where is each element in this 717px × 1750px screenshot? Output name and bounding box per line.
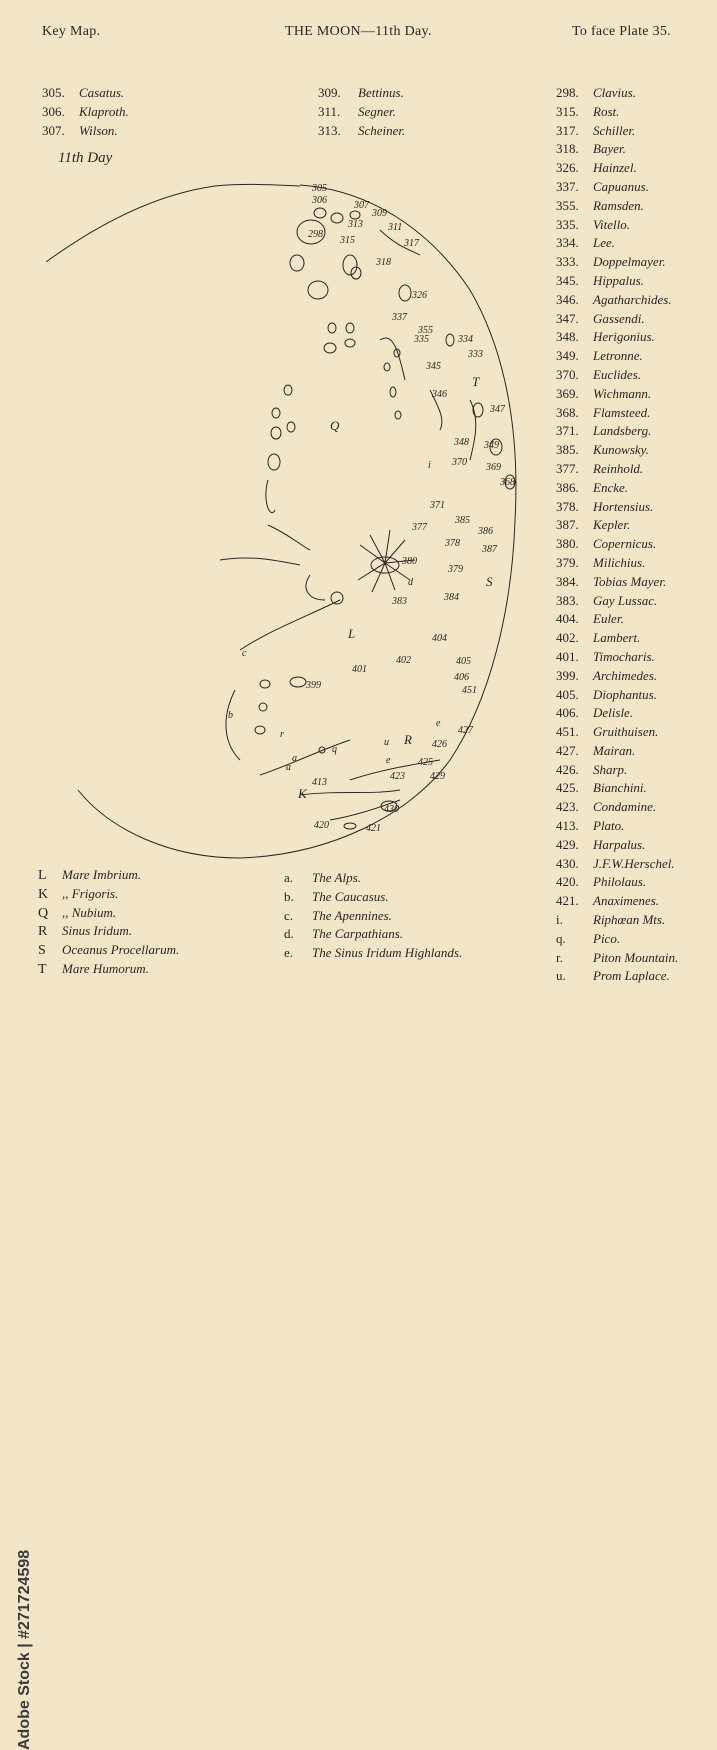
- item-name: Lee.: [593, 235, 616, 251]
- map-label: 345: [426, 361, 441, 372]
- map-label: 401: [352, 664, 367, 675]
- item-name: ,, Frigoris.: [62, 885, 119, 901]
- map-label: 427: [458, 725, 473, 736]
- map-label: 307: [354, 200, 369, 211]
- item-key: 399.: [556, 667, 579, 683]
- item-name: J.F.W.Herschel.: [593, 855, 675, 871]
- item-name: Mare Imbrium.: [62, 867, 141, 882]
- item-name: Encke.: [593, 479, 629, 495]
- map-label: 385: [455, 515, 470, 526]
- watermark-text: Adobe Stock | #271724598: [16, 1549, 33, 1750]
- item-key: r.: [556, 949, 563, 965]
- item-key: 307.: [42, 122, 65, 138]
- map-label: 335: [414, 334, 429, 345]
- item-name: Euclides.: [593, 366, 642, 382]
- item-name: The Alps.: [312, 870, 361, 885]
- item-name: Kunowsky.: [593, 442, 649, 458]
- list-item: [38, 885, 179, 904]
- map-label: 305: [312, 183, 327, 194]
- map-label: 404: [432, 633, 447, 644]
- map-label: 306: [312, 195, 327, 206]
- item-name: Mare Humorum.: [62, 960, 149, 976]
- item-name: Delisle.: [593, 705, 634, 721]
- item-name: Condamine.: [593, 799, 657, 815]
- item-name: Bianchini.: [593, 780, 647, 796]
- list-item: [284, 869, 462, 888]
- list-item: [38, 941, 179, 960]
- map-label: i: [428, 460, 431, 471]
- map-label: 426: [432, 739, 447, 750]
- item-key: b.: [284, 888, 294, 904]
- map-label: 346: [432, 389, 447, 400]
- map-label: 406: [454, 672, 469, 683]
- item-name: Scheiner.: [358, 122, 406, 138]
- item-name: ,, Nubium.: [62, 904, 117, 920]
- map-label: a: [292, 753, 297, 764]
- item-key: a.: [284, 870, 294, 885]
- list-item: [284, 925, 462, 944]
- item-key: 402.: [556, 630, 579, 646]
- watermark: [6, 765, 42, 1750]
- item-name: Wichmann.: [593, 385, 652, 401]
- item-name: Herigonius.: [593, 329, 655, 345]
- item-key: 421.: [556, 893, 579, 909]
- item-name: Rost.: [593, 103, 620, 119]
- map-label: 402: [396, 655, 411, 666]
- item-name: The Sinus Iridum Highlands.: [312, 945, 463, 961]
- list-item: [38, 922, 179, 941]
- item-key: 346.: [556, 291, 579, 307]
- item-name: Reinhold.: [593, 460, 644, 476]
- item-key: 427.: [556, 742, 579, 758]
- item-key: S: [38, 943, 46, 959]
- header-left: Key Map.: [42, 24, 101, 39]
- map-label: 337: [392, 312, 407, 323]
- item-key: 379.: [556, 554, 579, 570]
- map-label: 420: [314, 820, 329, 831]
- item-key: 405.: [556, 686, 579, 702]
- item-key: 306.: [42, 103, 65, 119]
- list-item: [38, 904, 179, 923]
- map-label: 349: [484, 440, 499, 451]
- item-key: 404.: [556, 611, 579, 627]
- item-key: 406.: [556, 705, 579, 721]
- map-label: 334: [458, 334, 473, 345]
- item-name: Doppelmayer.: [593, 254, 666, 270]
- map-label: 387: [482, 544, 497, 555]
- map-label: 430: [384, 804, 399, 815]
- item-key: 386.: [556, 479, 579, 495]
- map-label: 405: [456, 656, 471, 667]
- item-name: Flamsteed.: [593, 404, 651, 420]
- item-key: 348.: [556, 329, 579, 345]
- map-label: 451: [462, 685, 477, 696]
- item-key: u.: [556, 968, 566, 984]
- map-label: d: [408, 577, 413, 588]
- item-name: Bayer.: [593, 141, 626, 157]
- item-key: q.: [556, 930, 566, 946]
- item-key: 318.: [556, 141, 579, 157]
- item-name: Euler.: [593, 611, 624, 627]
- item-key: 334.: [556, 235, 579, 251]
- item-key: 384.: [556, 573, 579, 589]
- item-key: 326.: [556, 160, 579, 176]
- item-name: Clavius.: [593, 85, 636, 100]
- item-name: Schiller.: [593, 122, 636, 138]
- item-name: Prom Laplace.: [593, 968, 670, 984]
- map-label: 371: [430, 500, 445, 511]
- map-label: q: [332, 744, 337, 755]
- item-key: 349.: [556, 348, 579, 364]
- item-key: 337.: [556, 178, 579, 194]
- item-name: Piton Mountain.: [593, 949, 679, 965]
- item-key: 347.: [556, 310, 579, 326]
- item-name: Timocharis.: [593, 648, 655, 664]
- map-label: 399: [306, 680, 321, 691]
- item-key: 426.: [556, 761, 579, 777]
- item-key: i.: [556, 912, 563, 928]
- item-name: Philolaus.: [593, 874, 647, 890]
- item-name: The Caucasus.: [312, 888, 389, 904]
- map-label: 311: [388, 222, 403, 233]
- item-name: Plato.: [593, 818, 625, 834]
- map-label: 355: [418, 325, 433, 336]
- item-key: d.: [284, 926, 294, 942]
- map-label: 386: [478, 526, 493, 537]
- map-label: 378: [445, 538, 460, 549]
- map-label: 317: [404, 238, 419, 249]
- map-label: u: [384, 737, 389, 748]
- item-key: 429.: [556, 836, 579, 852]
- map-label: T: [472, 374, 480, 389]
- item-name: Hippalus.: [593, 272, 644, 288]
- map-label: L: [348, 626, 356, 641]
- item-key: 378.: [556, 498, 579, 514]
- map-label: 421: [366, 823, 381, 834]
- item-key: 311.: [318, 103, 341, 119]
- map-label: 379: [448, 564, 463, 575]
- item-key: K: [38, 886, 49, 902]
- item-key: 385.: [556, 442, 579, 458]
- item-key: 369.: [556, 385, 579, 401]
- item-name: Gay Lussac.: [593, 592, 658, 608]
- day-label: 11th Day: [58, 150, 113, 166]
- map-label: 384: [444, 592, 459, 603]
- item-name: Letronne.: [593, 348, 643, 364]
- map-label: 309: [372, 208, 387, 219]
- map-label: 326: [412, 290, 427, 301]
- list-item: [284, 888, 462, 907]
- item-name: Milichius.: [593, 554, 646, 570]
- item-name: Casatus.: [79, 85, 125, 100]
- item-key: 387.: [556, 517, 579, 533]
- header-right: To face Plate 35.: [572, 24, 671, 39]
- map-label: 377: [412, 522, 427, 533]
- map-label: 423: [390, 771, 405, 782]
- item-name: Kepler.: [593, 517, 631, 533]
- item-name: Pico.: [593, 930, 621, 946]
- item-key: 317.: [556, 122, 579, 138]
- map-label: 347: [490, 404, 505, 415]
- item-name: Lambert.: [593, 630, 641, 646]
- item-key: R: [38, 924, 48, 940]
- item-name: Segner.: [358, 103, 396, 119]
- map-label: 369: [486, 462, 501, 473]
- item-name: Bettinus.: [358, 85, 404, 100]
- item-key: 451.: [556, 724, 579, 740]
- item-key: 345.: [556, 272, 579, 288]
- list-item: [284, 944, 462, 963]
- item-key: T: [38, 961, 47, 977]
- item-name: Capuanus.: [593, 178, 649, 194]
- map-label: S: [486, 574, 493, 589]
- map-label: K: [298, 786, 307, 801]
- item-key: c.: [284, 907, 294, 923]
- item-name: Ramsden.: [593, 197, 644, 213]
- item-key: 305.: [42, 85, 65, 100]
- list-item: [284, 907, 462, 926]
- item-name: Hainzel.: [593, 160, 637, 176]
- item-key: 383.: [556, 592, 579, 608]
- item-name: Oceanus Procellarum.: [62, 942, 180, 958]
- item-name: Wilson.: [79, 122, 118, 138]
- map-label: 370: [452, 457, 467, 468]
- item-key: 401.: [556, 648, 579, 664]
- item-key: 380.: [556, 536, 579, 552]
- map-label: 315: [340, 235, 355, 246]
- item-key: 315.: [556, 103, 579, 119]
- item-key: 370.: [556, 366, 579, 382]
- item-name: Diophantus.: [593, 686, 657, 702]
- item-name: Klaproth.: [79, 103, 129, 119]
- map-label: 380: [402, 556, 417, 567]
- map-label: a: [286, 762, 291, 773]
- map-label: 313: [348, 219, 363, 230]
- item-name: The Carpathians.: [312, 926, 404, 942]
- list-item: [38, 866, 179, 885]
- item-name: Vitello.: [593, 216, 630, 232]
- map-label: 425: [418, 757, 433, 768]
- map-label: r: [280, 729, 284, 740]
- header-title: THE MOON—11th Day.: [285, 24, 432, 39]
- item-key: 298.: [556, 85, 579, 100]
- item-name: Hortensius.: [593, 498, 654, 514]
- item-name: Gassendi.: [593, 310, 645, 326]
- map-label: b: [228, 710, 233, 721]
- item-key: e.: [284, 945, 294, 961]
- item-name: Archimedes.: [593, 667, 658, 683]
- mountains-legend: [284, 869, 462, 963]
- list-item: [38, 960, 179, 979]
- map-label: 318: [376, 257, 391, 268]
- item-key: 377.: [556, 460, 579, 476]
- item-key: 371.: [556, 423, 579, 439]
- item-key: L: [38, 868, 47, 883]
- map-label: 429: [430, 771, 445, 782]
- map-label: 333: [468, 349, 483, 360]
- item-name: Mairan.: [593, 742, 636, 758]
- item-key: Q: [38, 905, 49, 921]
- item-name: Tobias Mayer.: [593, 573, 667, 589]
- item-name: Agatharchides.: [593, 291, 672, 307]
- map-label: c: [242, 648, 247, 659]
- item-key: 413.: [556, 818, 579, 834]
- item-name: Anaximenes.: [593, 893, 660, 909]
- map-label: 348: [454, 437, 469, 448]
- map-label: 383: [392, 596, 407, 607]
- item-key: 333.: [556, 254, 579, 270]
- item-key: 430.: [556, 855, 579, 871]
- map-label: e: [436, 718, 441, 729]
- item-key: 423.: [556, 799, 579, 815]
- maria-legend: [38, 866, 179, 979]
- terminator-upper: [46, 184, 300, 262]
- item-name: The Apennines.: [312, 907, 392, 923]
- map-label: 413: [312, 777, 327, 788]
- item-name: Riphœan Mts.: [593, 912, 666, 928]
- item-name: Copernicus.: [593, 536, 657, 552]
- map-label: 368: [500, 477, 515, 488]
- map-label: 298: [308, 229, 323, 240]
- item-name: Sinus Iridum.: [62, 923, 133, 939]
- item-key: 309.: [318, 85, 341, 100]
- item-key: 355.: [556, 197, 579, 213]
- item-key: 335.: [556, 216, 579, 232]
- map-label: R: [404, 732, 412, 747]
- map-label: e: [386, 755, 391, 766]
- item-name: Gruithuisen.: [593, 724, 659, 740]
- item-key: 368.: [556, 404, 579, 420]
- item-name: Sharp.: [593, 761, 628, 777]
- item-name: Harpalus.: [593, 836, 646, 852]
- item-key: 313.: [318, 122, 341, 138]
- map-label: Q: [330, 418, 340, 433]
- item-name: Landsberg.: [593, 423, 652, 439]
- item-key: 425.: [556, 780, 579, 796]
- item-key: 420.: [556, 874, 579, 890]
